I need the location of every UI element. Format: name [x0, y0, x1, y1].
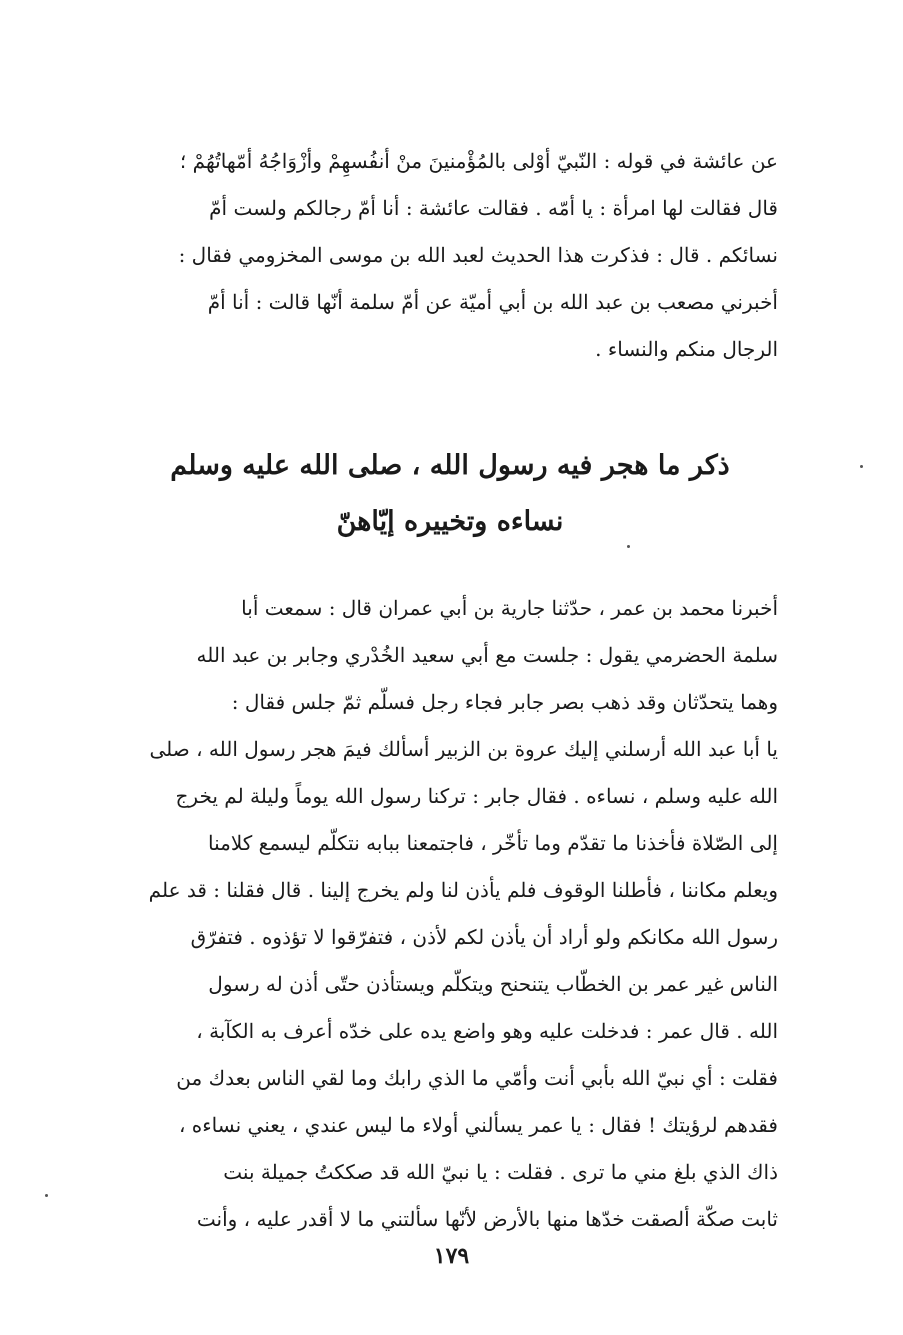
text-line: أخبرنا محمد بن عمر ، حدّثنا جارية بن أبي عمران قال : سمعت أبا	[241, 596, 778, 620]
text-line: قال فقالت لها امرأة : يا أمّه . فقالت عائشة : أنا أمّ رجالكم ولست أمّ	[209, 196, 778, 220]
text-line: رسول الله مكانكم ولو أراد أن يأذن لكم لأذن ، فتفرّقوا لا تؤذوه . فتفرّق	[190, 925, 778, 949]
text-line: الناس غير عمر بن الخطّاب يتنحنح ويتكلّم ويستأذن حتّى أذن له رسول	[208, 972, 778, 996]
text-line: وهما يتحدّثان وقد ذهب بصر جابر فجاء رجل فسلّم ثمّ جلس فقال :	[231, 690, 778, 714]
text-line: ذاك الذي بلغ مني ما ترى . فقلت : يا نبيّ الله قد صككتُ جميلة بنت	[223, 1160, 778, 1184]
heading-line-1: ذكر ما هجر فيه رسول الله ، صلى الله عليه وسلم	[170, 450, 730, 481]
page-number: ١٧٩	[433, 1243, 470, 1269]
text-line: الله عليه وسلم ، نساءه . فقال جابر : تركنا رسول الله يوماً وليلة لم يخرج	[175, 784, 778, 808]
text-line: الرجال منكم والنساء .	[595, 337, 778, 361]
text-line: عن عائشة في قوله : النّبيّ أوْلى بالمُؤْمنينَ منْ أنفُسهِمْ وأزْوَاجُهُ أمّهاتُهُمْ ؛	[179, 149, 778, 173]
text-line: إلى الصّلاة فأخذنا ما تقدّم وما تأخّر ، فاجتمعنا ببابه نتكلّم ليسمع كلامنا	[208, 831, 778, 855]
text-line: يا أبا عبد الله أرسلني إليك عروة بن الزبير أسألك فيمَ هجر رسول الله ، صلى	[149, 737, 778, 761]
heading-line-2: نساءه وتخييره إيّاهنّ	[336, 506, 564, 537]
scan-speck	[627, 545, 630, 548]
text-line: فقدهم لرؤيتك ! فقال : يا عمر يسألني أولاء ما ليس عندي ، يعني نساءه ،	[178, 1113, 778, 1137]
scan-speck	[860, 465, 863, 468]
text-line: سلمة الحضرمي يقول : جلست مع أبي سعيد الخُدْري وجابر بن عبد الله	[196, 643, 778, 667]
text-line: ويعلم مكاننا ، فأطلنا الوقوف فلم يأذن لنا ولم يخرج إلينا . قال فقلنا : قد علم	[148, 878, 778, 902]
text-line: ثابت صكّة ألصقت خدّها منها بالأرض لأنّها سألتني ما لا أقدر عليه ، وأنت	[196, 1207, 778, 1231]
text-line: أخبرني مصعب بن عبد الله بن أبي أميّة عن أمّ سلمة أنّها قالت : أنا أمّ	[207, 290, 778, 314]
scan-speck	[45, 1194, 48, 1197]
section-heading	[100, 438, 800, 550]
text-line: فقلت : أي نبيّ الله بأبي أنت وأمّي ما الذي رابك وما لقي الناس بعدك من	[176, 1066, 778, 1090]
opening-paragraph	[78, 138, 778, 373]
main-paragraph	[78, 585, 778, 1243]
text-line: الله . قال عمر : فدخلت عليه وهو واضع يده على خدّه أعرف به الكآبة ،	[196, 1019, 778, 1043]
text-line: نسائكم . قال : فذكرت هذا الحديث لعبد الله بن موسى المخزومي فقال :	[178, 243, 778, 267]
